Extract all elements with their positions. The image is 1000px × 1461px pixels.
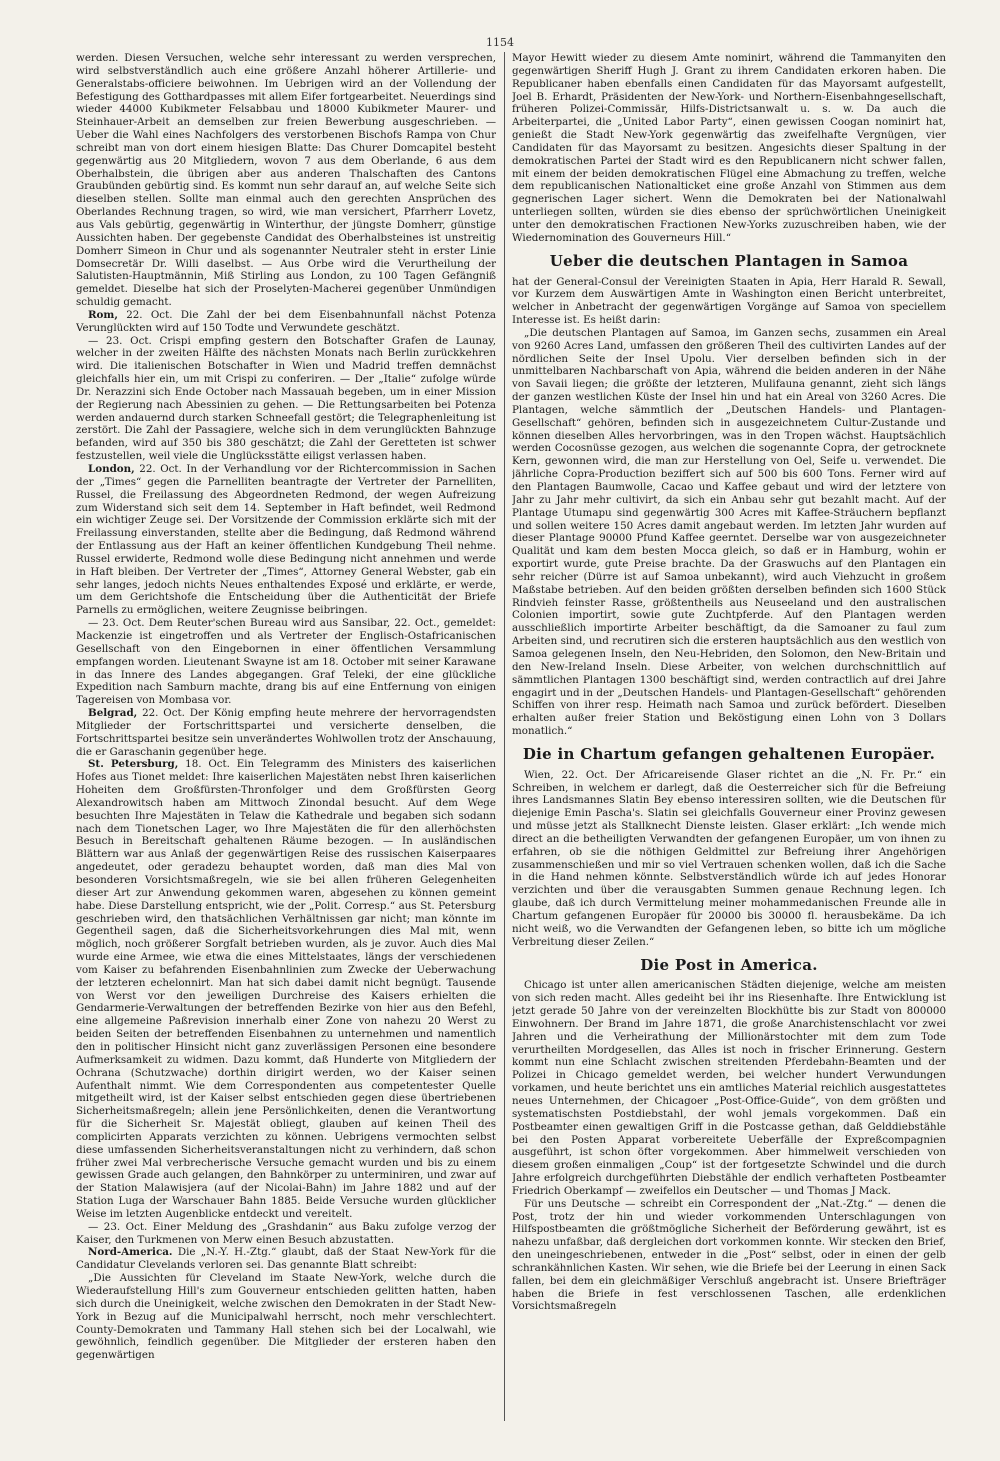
article-heading: Ueber die deutschen Plantagen in Samoa	[549, 251, 909, 270]
paragraph: — 23. Oct. Einer Meldung des „Grashdanin“ aus Baku zufolge verzog der Kaiser, den Turkmenen von Merw einen Besuch abzustatten.	[76, 1220, 496, 1246]
quote-paragraph: „Die Aussichten für Cleveland im Staate New-York, welche durch die Wiederaufstellung Hill's zum Gouverneur entschieden gelitten hatten, haben sich durch die Uneinigkeit, welche zwischen den Demokraten in der Stadt New-York in Bezug auf die Municipalwahl herrscht, noch mehr verschlechtert. County-Demokraten und Tammany Hall stehen sich bei der Localwahl, wie gewöhnlich, feindlich gegenüber. Die Mitglieder der ersteren haben den gegenwärtigen	[76, 1272, 496, 1362]
paragraph: Rom, 22. Oct. Die Zahl der bei dem Eisenbahnunfall nächst Potenza Verunglückten wird auf 150 Todte und Verwundete geschätzt.	[76, 308, 496, 334]
dateline: Belgrad,	[88, 707, 138, 720]
left-column	[76, 52, 496, 1421]
paragraph: — 23. Oct. Crispi empfing gestern den Botschafter Grafen de Launay, welcher in der zweiten Hälfte des nächsten Monats nach Berlin zurückkehren wird. Die italienischen Botschafter in Wien und Madrid treffen demnächst gleichfalls hier ein, um mit Crispi zu conferiren. — Der „Italie“ zufolge würde Dr. Nerazzini sich Ende October nach Massauah begeben, um in einer Mission der Regierung nach Abessinien zu gehen. — Die Rettungsarbeiten bei Potenza werden andauernd durch starken Schneefall gestört; die Telegraphenleitung ist zerstört. Die Zahl der Passagiere, welche sich in dem verunglückten Bahnzuge befanden, wird auf 350 bis 380 geschätzt; die Zahl der Geretteten ist schwer festzustellen, weil viele die Unglücksstätte eiligst verlassen haben.	[76, 334, 496, 463]
right-column	[512, 52, 946, 1421]
paragraph: London, 22. Oct. In der Verhandlung vor der Richtercommission in Sachen der „Times“ gegen die Parnelliten beantragte der Vertreter der Parnelliten, Russel, die Freilassung des Abgeordneten Redmond, der wegen Aufreizung zum Widerstand sich seit dem 14. September in Haft befindet, weil Redmond ein wichtiger Zeuge sei. Der Vorsitzende der Commission erklärte sich mit der Freilassung einverstanden, stellte aber die Bedingung, daß Redmond während der Entlassung aus der Haft an keiner öffentlichen Kundgebung Theil nehme. Russel erwiderte, Redmond wolle diese Bedingung nicht annehmen und werde in Haft bleiben. Der Vertreter der „Times“, Attorney General Webster, gab ein sehr langes, jedoch nichts Neues enthaltendes Exposé und erklärte, er werde, um dem Gerichtshofe die Entscheidung über die Authenticität der Briefe Parnells zu ermöglichen, weitere Zeugnisse beibringen.	[76, 463, 496, 617]
paragraph: Wien, 22. Oct. Der Africareisende Glaser richtet an die „N. Fr. Pr.“ ein Schreiben, in welchem er darlegt, daß die Oesterreicher sich für die Befreiung ihres Landsmannes Slatin Bey ebenso interessiren sollten, wie die Deutschen für diejenige Emin Pascha's. Slatin sei gleichfalls Gouverneur einer Provinz gewesen und müsse jetzt als Stallknecht Dienste leisten. Glaser erklärt: „Ich wende mich direct an die betheiligten Verwandten der gefangenen Europäer, um von ihnen zu erfahren, ob sie die nöthigen Geldmittel zur Befreiung ihrer Angehörigen zusammenschießen und mir so viel Vertrauen schenken wollen, daß ich die Sache in die Hand nehmen könnte. Selbstverständlich würde ich auf jedes Honorar verzichten und über die verausgabten Summen genaue Rechnung legen. Ich glaube, daß ich durch Vermittelung meiner mohammedanischen Freunde alle in Chartum gefangenen Europäer für 20000 bis 30000 fl. herausbekäme. Da ich nicht weiß, wo die Verwandten der Gefangenen leben, so bitte ich um mögliche Verbreitung dieser Zeilen.“	[512, 768, 946, 948]
paragraph: St. Petersburg, 18. Oct. Ein Telegramm des Ministers des kaiserlichen Hofes aus Tionet meldet: Ihre kaiserlichen Majestäten nebst Ihren kaiserlichen Hoheiten dem Großfürsten-Thronfolger und dem Großfürsten Georg Alexandrowitsch haben am Mittwoch Zinondal besucht. Auf dem Wege besuchten Ihre Majestäten in Telaw die Kathedrale und begaben sich sodann nach dem Tionetschen Lager, wo Ihre Majestäten die für den allerhöchsten Besuch in Bereitschaft gehaltenen Räume bezogen. — In ausländischen Blättern war aus Anlaß der gegenwärtigen Reise des russischen Kaiserpaares angedeutet, oder geradezu behauptet worden, daß man dies Mal von besonderen Vorsichtsmaßregeln, wie sie bei allen früheren Gelegenheiten dieser Art zur Anwendung gekommen waren, abgesehen zu können gemeint habe. Diese Darstellung entspricht, wie der „Polit. Corresp.“ aus St. Petersburg geschrieben wird, den thatsächlichen Verhältnissen gar nicht; man könnte im Gegentheil sagen, daß die Sicherheitsvorkehrungen dies Mal mit, wenn möglich, noch größerer Sorgfalt betrieben wurden, als je zuvor. Auch dies Mal wurde eine Armee, wie etwa die eines Mittelstaates, längs der verschiedenen vom Kaiser zu befahrenden Eisenbahnlinien zum Zwecke der Ueberwachung der letzteren echelonnirt. Man hat sich dabei damit nicht begnügt. Tausende von Werst vor den jeweiligen Durchreise des Kaisers erhielten die Gendarmerie-Verwaltungen der betreffenden Bezirke von hier aus den Befehl, eine allgemeine Paßrevision innerhalb einer Zone von nahezu 20 Werst zu beiden Seiten der betreffenden Eisenbahnen zu unternehmen und namentlich den in politischer Hinsicht nicht ganz zuverlässigen Personen eine besondere Aufmerksamkeit zu widmen. Dazu kommt, daß Hunderte von Mitgliedern der Ochrana (Schutzwache) dorthin dirigirt werden, wo der Kaiser seinen Aufenthalt nimmt. Wie dem Correspondenten aus competentester Quelle mitgetheilt wird, ist der Kaiser selbst entschieden gegen diese übertriebenen Sicherheitsmaßregeln; allein jene Persönlichkeiten, denen die Verantwortung für die Sicherheit Sr. Majestät obliegt, glauben auf keinen Theil des complicirten Apparats verzichten zu können. Uebrigens vermochten selbst diese umfassenden Sicherheitsveranstaltungen nicht zu verhindern, daß schon früher zwei Mal verbrecherische Versuche gemacht wurden und bis zu einem gewissen Grade auch gelangen, den Bahnkörper zu unterminiren, und zwar auf der Station Malawisjera (auf der Nicolai-Bahn) im Jahre 1882 und auf der Station Luga der Warschauer Bahn 1885. Beide Versuche wurden glücklicher Weise im letzten Augenblicke entdeckt und vereitelt.	[76, 758, 496, 1220]
paragraph: „Die deutschen Plantagen auf Samoa, im Ganzen sechs, zusammen ein Areal von 9260 Acres Land, umfassen den größeren Theil des cultivirten Landes auf der nördlichen Seite der Insel Upolu. Vier derselben befinden sich in der unmittelbaren Nachbarschaft von Apia, während die beiden anderen in der Nähe von Savaii liegen; die größte der letzteren, Mulifauna genannt, zieht sich längs der ganzen westlichen Küste der Insel hin und hat ein Areal von 3260 Acres. Die Plantagen, welche sämmtlich der „Deutschen Handels- und Plantagen-Gesellschaft“ gehören, befinden sich in ausgezeichnetem Cultur-Zustande und können dieselben Alles hervorbringen, was in den Tropen wächst. Hauptsächlich werden Cocosnüsse gezogen, aus welchen die sogenannte Copra, der getrocknete Kern, gewonnen wird, die man zur Herstellung von Oel, Seife u. verwendet. Die jährliche Copra-Production beziffert sich auf 500 bis 600 Tons. Ferner wird auf den Plantagen Baumwolle, Cacao und Kaffee gebaut und wird der letztere von Jahr zu Jahr mehr cultivirt, da sich ein Anbau sehr gut bezahlt macht. Auf der Plantage Utumapu sind gegenwärtig 300 Acres mit Kaffee-Sträuchern bepflanzt und sollen weitere 150 Acres damit angebaut werden. Im letzten Jahr wurden auf dieser Plantage 90000 Pfund Kaffee geerntet. Derselbe war von ausgezeichneter Qualität und kam dem besten Mocca gleich, so daß er in Hamburg, wohin er exportirt wurde, gute Preise brachte. Da der Graswuchs auf den Plantagen ein sehr reicher (Dürre ist auf Samoa unbekannt), wird auch Viehzucht in großem Maßstabe betrieben. Auf den beiden größten derselben befinden sich 1600 Stück Rindvieh feinster Rasse, größtentheils aus Neuseeland und den australischen Colonien importirt, sowie gute Zuchtpferde. Auf den Plantagen werden ausschließlich importirte Arbeiter beschäftigt, da die Samoaner zu faul zum Arbeiten sind, und recrutiren sich die ersteren hauptsächlich aus den westlich von Samoa gelegenen Inseln, den Neu-Hebriden, den Solomon, den New-Britain und den New-Ireland Inseln. Diese Arbeiter, von welchen durchschnittlich auf sämmtlichen Plantagen 1300 beschäftigt sind, werden contractlich auf drei Jahre engagirt und in der „Deutschen Handels- und Plantagen-Gesellschaft“ gehörenden Schiffen von ihrer resp. Heimath nach Samoa und zurück befördert. Dieselben erhalten außer freier Station und Beköstigung einen Lohn von 3 Dollars monatlich.“	[512, 326, 946, 738]
paragraph: werden. Diesen Versuchen, welche sehr interessant zu werden versprechen, wird selbstverständlich auch eine größere Anzahl höherer Artillerie- und Generalstabs-officiere beiwohnen. Im Uebrigen wird an der Vollendung der Befestigung des Gotthardpasses mit allem Eifer fortgearbeitet. Neuerdings sind wieder 44000 Kubikmeter Felsabbau und 18000 Kubikmeter Maurer- und Steinhauer-Arbeit an demselben zur freien Bewerbung ausgeschrieben. — Ueber die Wahl eines Nachfolgers des verstorbenen Bischofs Rampa von Chur schreibt man von dort einem hiesigen Blatte: Das Churer Domcapitel besteht gegenwärtig aus 20 Mitgliedern, wovon 7 aus dem Oberlande, 6 aus dem Oberhalbstein, die übrigen aber aus anderen Thalschaften des Cantons Graubünden gebürtig sind. Es kommt nun sehr darauf an, auf welche Seite sich dieselben stellen. Sollte man einmal auch den gerechten Ansprüchen des Oberlandes Rechnung tragen, so wird, wie man versichert, Pfarrherr Lovetz, aus Vals gebürtig, gegenwärtig in Winterthur, der jüngste Domherr, günstige Aussichten haben. Der gegebenste Candidat des Oberhalbsteines ist unstreitig Domherr Simeon in Chur und als sogenannter Neutraler steht in erster Linie Domsecretär Dr. Willi daselbst. — Aus Orbe wird die Verurtheilung der Salutisten-Hauptmännin, Miß Stirling aus London, zu 100 Tagen Gefängniß gemeldet. Dieselbe hat sich der Proselyten-Macherei gegenüber Unmündigen schuldig gemacht.	[76, 52, 496, 309]
paragraph: Nord-America. Die „N.-Y. H.-Ztg.“ glaubt, daß der Staat New-York für die Candidatur Clevelands verloren sei. Das genannte Blatt schreibt:	[76, 1246, 496, 1272]
page-number: 1154	[486, 36, 514, 49]
dateline: Nord-America.	[88, 1246, 173, 1259]
paragraph: Belgrad, 22. Oct. Der König empfing heute mehrere der hervorragendsten Mitglieder der Fortschrittspartei und versicherte denselben, die Fortschrittspartei besitze sein unverändertes Wohlwollen trotz der Anschauung, die er Garaschanin gegenüber hege.	[76, 707, 496, 758]
paragraph: — 23. Oct. Dem Reuter'schen Bureau wird aus Sansibar, 22. Oct., gemeldet: Mackenzie ist eingetroffen und als Vertreter der Englisch-Ostafricanischen Gesellschaft von den Eingebornen in einer öffentlichen Versammlung empfangen worden. Lieutenant Swayne ist am 18. October mit seiner Karawane in das Innere des Landes abgegangen. Graf Teleki, der eine glückliche Expedition nach Samburn machte, drang bis auf eine Entfernung von einigen Tagereisen von Mombasa vor.	[76, 617, 496, 707]
article-heading: Die in Chartum gefangen gehaltenen Europäer.	[522, 744, 936, 763]
column-rule	[504, 52, 505, 1421]
paragraph: Chicago ist unter allen americanischen Städten diejenige, welche am meisten von sich reden macht. Alles gedeiht bei ihr ins Riesenhafte. Ihre Entwicklung ist jetzt gerade 50 Jahre von der vereinzelten Blockhütte bis zur Stadt von 800000 Einwohnern. Der Brand im Jahre 1871, die große Anarchistenschlacht vor zwei Jahren und die Verheirathung der Millionärstochter mit dem zum Tode verurtheilten Mordgesellen, das Alles ist noch in frischer Erinnerung. Gestern kommt nun eine Schlacht zwischen streitenden Pferdebahn-Beamten und der Polizei in Chicago gemeldet werden, bei welcher hundert Verwundungen vorkamen, und heute berichtet uns ein amtliches Material reichlich ausgestattetes neues Unternehmen, der Chicagoer „Post-Office-Guide“, von dem größten und systematischsten Postdiebstahl, der wohl jemals vorgekommen. Daß ein Postbeamter einen gewaltigen Griff in die Postcasse gethan, daß Gelddiebstähle bei den Posten Apparat vorbereitete Ueberfälle der Expreßcompagnien ausgeführt, ist schon öfter vorgekommen. Aber himmelweit verschieden von diesem großen einmaligen „Coup“ ist der fortgesetzte Schwindel und die durch Jahre erfolgreich durchgeführten Diebstähle der endlich verhafteten Postbeamter Friedrich Oberkampf — zweifellos ein Deutscher — und Thomas J Mack.	[512, 979, 946, 1197]
paragraph: Mayor Hewitt wieder zu diesem Amte nominirt, während die Tammanyiten den gegenwärtigen Sheriff Hugh J. Grant zu ihrem Candidaten erkoren haben. Die Republicaner haben ebenfalls einen Candidaten für das Mayorsamt aufgestellt, Joel B. Erhardt, Präsidenten der New-York- und Northern-Eisenbahngesellschaft, früheren Polizei-Commissär, Hilfs-Districtsanwalt u. s. w. Da auch die Arbeiterpartei, die „United Labor Party“, einen gewissen Coogan nominirt hat, genießt die Stadt New-York gegenwärtig das zweifelhafte Vergnügen, vier Candidaten für das Mayorsamt zu besitzen. Angesichts dieser Spaltung in der demokratischen Partei der Stadt wird es den Republicanern nicht schwer fallen, mit einem der beiden demokratischen Flügel eine Abmachung zu treffen, welche dem republicanischen Nationalticket eine große Anzahl von Stimmen aus dem gegnerischen Lager sichert. Wenn die Demokraten bei der Nationalwahl unterliegen sollten, würden sie dies ebenso der sprüchwörtlichen Uneinigkeit unter den demokratischen Fractionen New-Yorks zuzuschreiben haben, wie der Wiedernomination des Gouverneurs Hill.“	[512, 52, 946, 244]
dateline: Rom,	[88, 308, 118, 321]
article-heading: Die Post in America.	[640, 955, 818, 974]
paragraph: Für uns Deutsche — schreibt ein Correspondent der „Nat.-Ztg.“ — denen die Post, trotz der hin und wieder vorkommenden Unterschlagungen von Hilfspostbeamten die größtmögliche Sicherheit der Beförderung gewährt, ist es nahezu unfaßbar, daß dergleichen dort vorkommen konnte. Wir stecken den Brief, den uneingeschriebenen, entweder in die „Post“ selbst, oder in einen der gelb schrankähnlichen Kasten. Wir sehen, wie die Briefe bei der Leerung in einen Sack fallen, bei dem ein gleichmäßiger Verschluß angebracht ist. Unsere Briefträger haben die Briefe in fest verschlossenen Taschen, alle erdenklichen Vorsichtsmaßregeln	[512, 1197, 946, 1313]
paragraph: hat der General-Consul der Vereinigten Staaten in Apia, Herr Harald R. Sewall, vor Kurzem dem Auswärtigen Amte in Washington einen Bericht unterbreitet, welcher in Anbetracht der gegenwärtigen Vorgänge auf Samoa von speciellem Interesse ist. Es heißt darin:	[512, 275, 946, 327]
dateline: London,	[88, 463, 135, 475]
dateline: St. Petersburg,	[88, 758, 179, 771]
